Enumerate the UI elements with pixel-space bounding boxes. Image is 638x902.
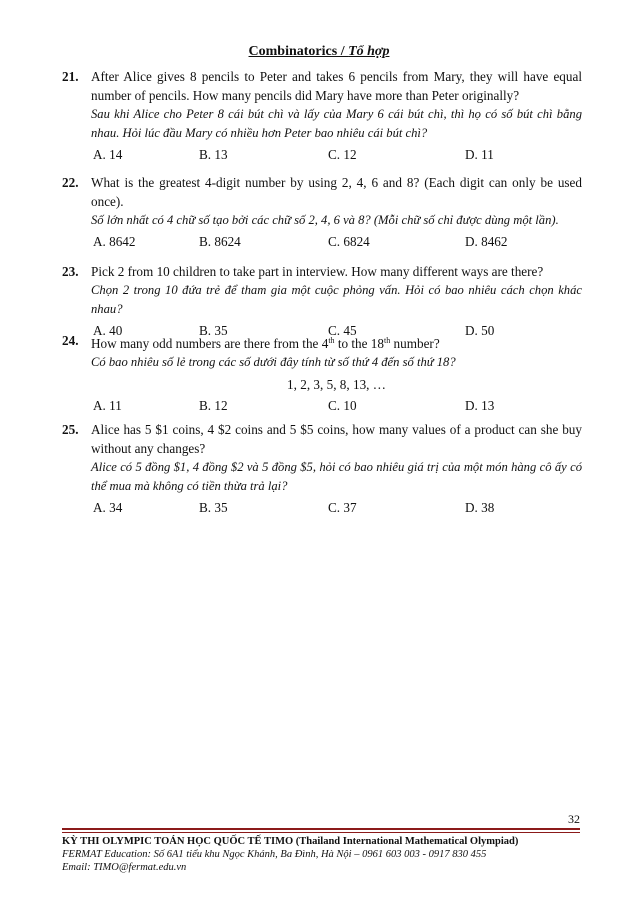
option-c: C. 12	[328, 147, 357, 162]
answer-options	[62, 145, 582, 164]
question-text-en: How many odd numbers are there from the 4th to the 18th number?	[91, 336, 440, 351]
question-23	[62, 262, 582, 340]
footer-email: Email: TIMO@fermat.edu.vn	[62, 862, 187, 873]
question-text-en: Pick 2 from 10 children to take part in interview. How many different ways are there?	[91, 264, 544, 279]
title-vi: Tổ hợp	[348, 44, 390, 59]
option-b: B. 12	[199, 398, 228, 413]
footer	[62, 835, 592, 874]
page-number: 32	[568, 812, 580, 826]
page-title	[0, 44, 638, 60]
question-number: 22.	[62, 175, 79, 190]
question-text-vi: Số lớn nhất có 4 chữ số tạo bởi các chữ số 2, 4, 6 và 8? (Mỗi chữ số chỉ được dùng một lần).	[91, 213, 559, 227]
option-a: A. 8642	[93, 234, 136, 249]
option-b: B. 13	[199, 147, 228, 162]
question-text-vi: Sau khi Alice cho Peter 8 cái bút chì và lấy của Mary 6 cái bút chì, thì họ có số bút chì bằng nhau. Hỏi lúc đầu Mary có nhiều hơn Peter bao nhiêu cái bút chì?	[91, 107, 582, 140]
question-text-en: Alice has 5 $1 coins, 4 $2 coins and 5 $5 coins, how many values of a product can she buy without any changes?	[91, 422, 582, 456]
question-text-vi: Có bao nhiêu số lẻ trong các số dưới đây tính từ số thứ 4 đến số thứ 18?	[91, 355, 456, 369]
question-24	[62, 331, 582, 415]
footer-rule-thin	[62, 832, 580, 833]
answer-options	[62, 232, 582, 251]
option-c: C. 37	[328, 500, 357, 515]
option-a: A. 34	[93, 500, 123, 515]
option-c: C. 6824	[328, 234, 370, 249]
title-en: Combinatorics /	[248, 44, 349, 59]
question-text-en: After Alice gives 8 pencils to Peter and takes 6 pencils from Mary, they will have equal number of pencils. How many pencils did Mary have more than Peter originally?	[91, 69, 582, 103]
option-d: D. 8462	[465, 234, 508, 249]
question-number: 21.	[62, 69, 79, 84]
option-c: C. 10	[328, 398, 357, 413]
option-c: C. 45	[328, 323, 357, 338]
option-b: B. 8624	[199, 234, 241, 249]
number-sequence: 1, 2, 3, 5, 8, 13, …	[287, 377, 386, 392]
answer-options	[62, 498, 582, 517]
option-a: A. 11	[93, 398, 122, 413]
question-number: 23.	[62, 264, 79, 279]
footer-rule	[62, 828, 580, 830]
question-25	[62, 420, 582, 517]
option-b: B. 35	[199, 500, 228, 515]
option-d: D. 13	[465, 398, 495, 413]
question-22	[62, 173, 582, 251]
question-number: 24.	[62, 333, 79, 348]
option-a: A. 14	[93, 147, 123, 162]
option-d: D. 50	[465, 323, 495, 338]
footer-address: FERMAT Education: Số 6A1 tiểu khu Ngọc Khánh, Ba Đình, Hà Nội – 0961 603 003 - 0917 830 455	[62, 849, 487, 860]
question-text-vi: Chọn 2 trong 10 đứa trẻ để tham gia một cuộc phỏng vấn. Hỏi có bao nhiêu cách chọn khác nhau?	[91, 283, 582, 316]
option-b: B. 35	[199, 323, 228, 338]
question-21	[62, 67, 582, 164]
footer-title: KỲ THI OLYMPIC TOÁN HỌC QUỐC TẾ TIMO (Thailand International Mathematical Olympiad)	[62, 836, 519, 847]
option-d: D. 38	[465, 500, 495, 515]
option-d: D. 11	[465, 147, 494, 162]
answer-options	[62, 396, 582, 415]
question-text-en: What is the greatest 4-digit number by using 2, 4, 6 and 8? (Each digit can only be used once).	[91, 175, 582, 209]
question-number: 25.	[62, 422, 79, 437]
option-a: A. 40	[93, 323, 123, 338]
question-text-vi: Alice có 5 đồng $1, 4 đồng $2 và 5 đồng $5, hỏi có bao nhiêu giá trị của một món hàng cô ấy có thể mua mà không có tiền thừa trả lại?	[91, 460, 582, 493]
